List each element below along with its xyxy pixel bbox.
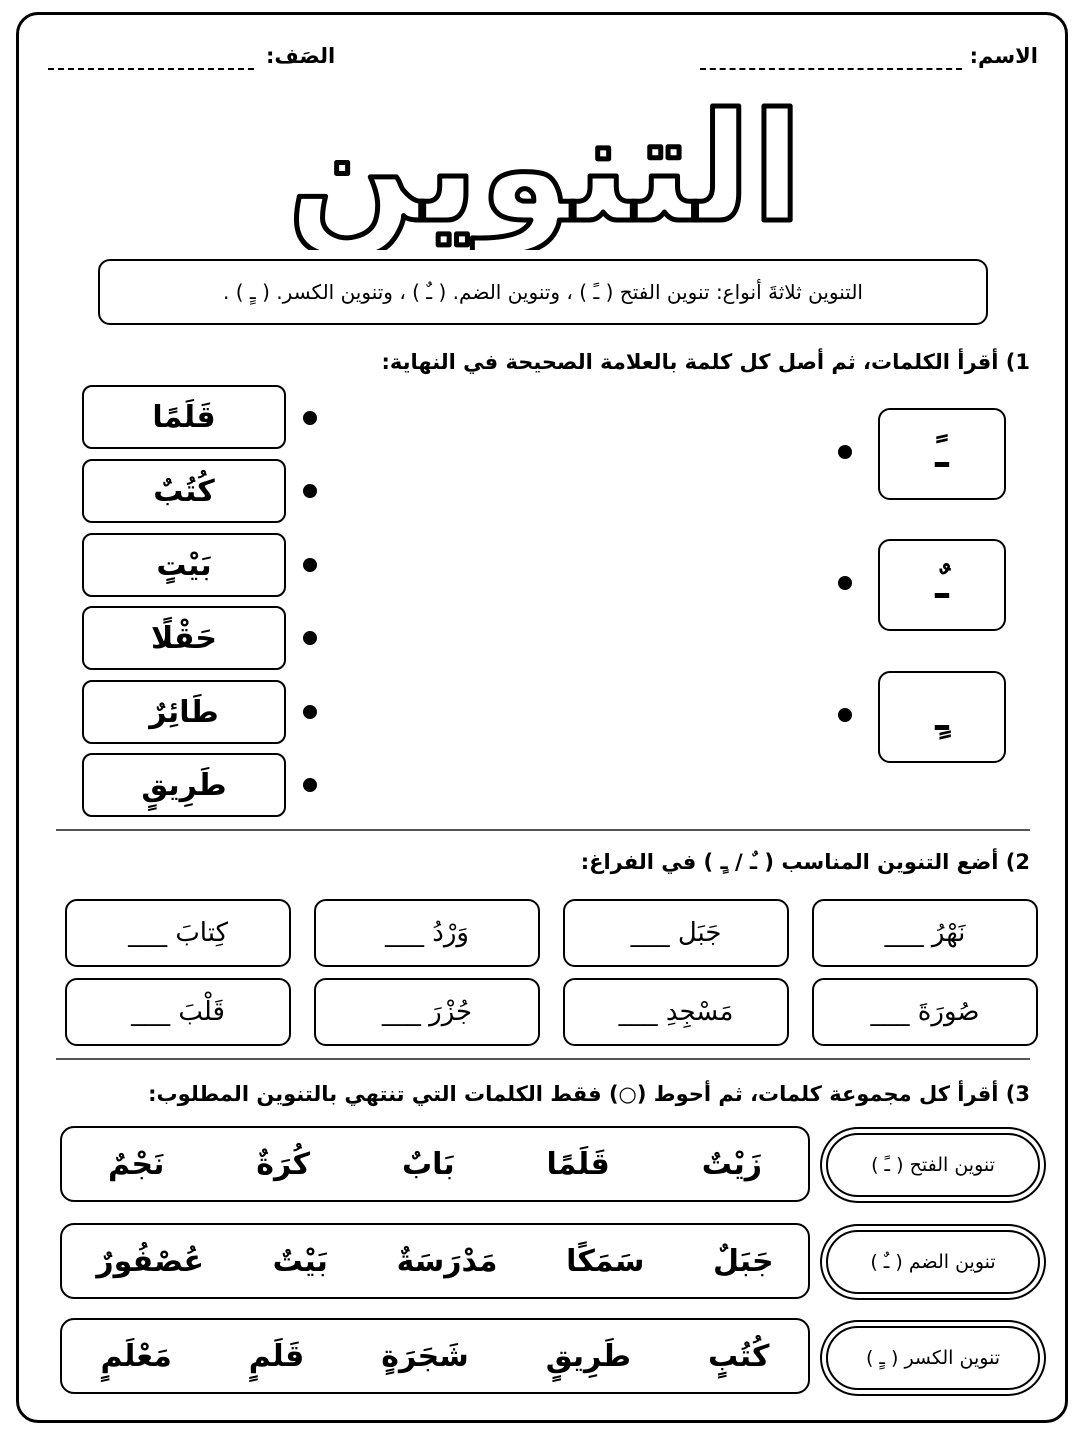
mark-connector-dot[interactable] <box>838 576 852 590</box>
fill-box[interactable] <box>563 899 789 967</box>
word-text: طَرِيقٍ <box>141 767 227 803</box>
fill-text: جُزْرَ ___ <box>381 997 473 1027</box>
word-box <box>82 459 286 523</box>
circle-word[interactable]: عُصْفُورٌ <box>96 1243 205 1279</box>
fill-box[interactable] <box>812 899 1038 967</box>
intro-text: التنوين ثلاثةَ أنواع: تنوين الفتح ( ـً ) ، وتنوين الضم. ( ـٌ ) ، وتنوين الكسر. ( ـٍ ) . <box>223 280 863 304</box>
word-connector-dot[interactable] <box>303 558 317 572</box>
class-label: الصَف: <box>266 44 336 68</box>
cloud-label: تنوين الفتح ( ـً ) <box>871 1154 995 1176</box>
page-title <box>270 80 820 250</box>
cloud-label: تنوين الضم ( ـٌ ) <box>870 1251 996 1273</box>
fill-box[interactable] <box>65 899 291 967</box>
circle-word[interactable]: كُتُبٍ <box>708 1338 770 1374</box>
word-text: حَقْلًا <box>151 620 217 656</box>
circle-word[interactable]: طَرِيقٍ <box>545 1338 631 1374</box>
fill-box[interactable] <box>563 978 789 1046</box>
fill-text: كِتابَ ___ <box>128 918 228 948</box>
section2-question: 2) أضع التنوين المناسب ( ـٌ / ـٍ ) في الفراغ: <box>580 850 1030 874</box>
word-box <box>82 680 286 744</box>
class-blank[interactable] <box>48 68 254 70</box>
circle-word[interactable]: مَدْرَسَةٌ <box>396 1243 498 1279</box>
mark-text: ـٌ <box>935 562 949 608</box>
fill-box[interactable] <box>65 978 291 1046</box>
word-text: بَيْتٍ <box>156 547 212 583</box>
fill-box[interactable] <box>812 978 1038 1046</box>
word-connector-dot[interactable] <box>303 484 317 498</box>
word-connector-dot[interactable] <box>303 705 317 719</box>
fill-box[interactable] <box>314 899 540 967</box>
fill-text: وَرْدُ ___ <box>385 918 469 948</box>
tanween-kasr-mark <box>878 671 1006 763</box>
word-box <box>82 533 286 597</box>
title-text: التنوين <box>287 82 803 250</box>
fill-box[interactable] <box>314 978 540 1046</box>
word-row <box>60 1318 810 1394</box>
cloud-label: تنوين الكسر ( ـٍ ) <box>865 1347 1001 1369</box>
circle-word[interactable]: شَجَرَةٍ <box>381 1338 469 1374</box>
intro-box <box>98 259 988 325</box>
circle-word[interactable]: سَمَكًا <box>566 1243 645 1279</box>
circle-word[interactable]: جَبَلٌ <box>713 1243 774 1279</box>
section-divider <box>56 829 1030 831</box>
fill-text: صُورَةَ ___ <box>870 997 980 1027</box>
word-text: قَلَمًا <box>152 399 216 435</box>
section-divider <box>56 1058 1030 1060</box>
mark-text: ـً <box>935 431 949 477</box>
label-cloud <box>826 1133 1040 1197</box>
circle-word[interactable]: قَلَمًا <box>546 1146 610 1182</box>
word-text: طَائِرٌ <box>149 694 219 730</box>
fill-text: قَلْبَ ___ <box>131 997 225 1027</box>
section1-question: 1) أقرأ الكلمات، ثم أصل كل كلمة بالعلامة الصحيحة في النهاية: <box>381 350 1030 374</box>
mark-connector-dot[interactable] <box>838 708 852 722</box>
word-connector-dot[interactable] <box>303 411 317 425</box>
fill-text: جَبَل ___ <box>630 918 722 948</box>
section3-question: 3) أقرأ كل مجموعة كلمات، ثم أحوط (○) فقط الكلمات التي تنتهي بالتنوين المطلوب: <box>148 1082 1030 1106</box>
circle-word[interactable]: زَيْتٌ <box>701 1146 763 1182</box>
tanween-damm-mark <box>878 539 1006 631</box>
circle-word[interactable]: قَلَمٍ <box>248 1338 305 1374</box>
mark-text: ـٍ <box>935 694 949 740</box>
word-row <box>60 1223 810 1299</box>
word-row <box>60 1126 810 1202</box>
word-box <box>82 753 286 817</box>
word-connector-dot[interactable] <box>303 631 317 645</box>
circle-word[interactable]: بَيْتٌ <box>272 1243 328 1279</box>
name-blank[interactable] <box>700 68 962 70</box>
word-box <box>82 385 286 449</box>
circle-word[interactable]: بَابٌ <box>401 1146 455 1182</box>
word-connector-dot[interactable] <box>303 778 317 792</box>
circle-word[interactable]: مَعْلَمٍ <box>100 1338 172 1374</box>
label-cloud <box>826 1326 1040 1390</box>
name-label: الاسم: <box>969 44 1038 68</box>
fill-text: نَهْرُ ___ <box>884 918 966 948</box>
circle-word[interactable]: كُرَةٌ <box>256 1146 311 1182</box>
mark-connector-dot[interactable] <box>838 445 852 459</box>
label-cloud <box>826 1230 1040 1294</box>
circle-word[interactable]: نَجْمٌ <box>107 1146 165 1182</box>
fill-text: مَسْجِدِ ___ <box>618 997 734 1027</box>
tanween-fath-mark <box>878 408 1006 500</box>
word-box <box>82 606 286 670</box>
word-text: كُتُبٌ <box>153 473 215 509</box>
